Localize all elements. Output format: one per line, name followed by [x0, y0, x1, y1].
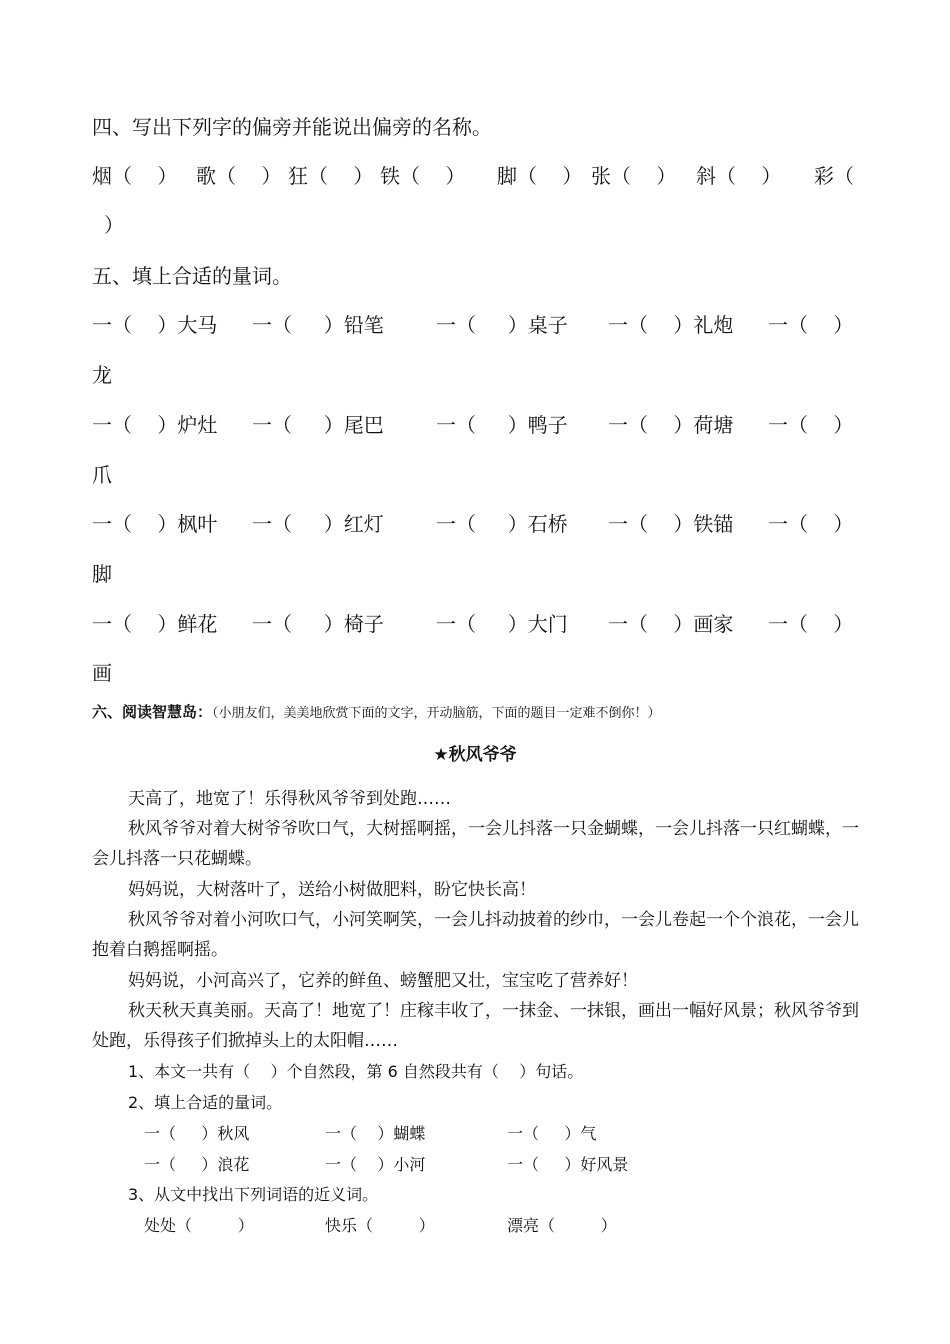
passage-paragraph: 秋风爷爷对着小河吹口气，小河笑啊笑，一会儿抖动披着的纱巾，一会儿卷起一个个浪花，一会儿抱着白鹅摇啊摇。: [92, 910, 859, 960]
passage-title: ★秋风爷爷: [433, 745, 517, 765]
question-1: 1、本文一共有（ ）个自然段，第 6 自然段共有（ ）句话。: [128, 1062, 584, 1081]
measure-item: 一（ ）铅笔: [252, 313, 384, 337]
q2-item: 一（ ）气: [507, 1124, 597, 1143]
section5-heading: 五、填上合适的量词。: [92, 264, 292, 288]
measure-item: 一（ ）铁锚: [608, 512, 734, 536]
q2-item: 一（ ）好风景: [507, 1155, 629, 1174]
measure-row-1-wrap: 龙: [92, 363, 112, 387]
measure-item: 一（ ）尾巴: [252, 413, 384, 437]
measure-item: 一（ ）荷塘: [608, 413, 734, 437]
radical-item: 铁（ ）: [380, 164, 466, 188]
q3-item: 快乐（ ）: [325, 1216, 435, 1235]
section6-note: （小朋友们，美美地欣赏下面的文字，开动脑筋，下面的题目一定难不倒你！）: [212, 706, 661, 721]
q2-item: 一（ ）小河: [325, 1155, 426, 1174]
section6-heading: 六、阅读智慧岛：: [92, 703, 213, 721]
measure-item: 一（ ）画家: [608, 612, 734, 636]
radical-item: 斜（ ）: [696, 164, 782, 188]
measure-item: 一（ ）: [768, 512, 854, 536]
measure-item: 一（ ）鲜花: [92, 612, 218, 636]
passage-paragraph: 秋风爷爷对着大树爷爷吹口气，大树摇啊摇，一会儿抖落一只金蝴蝶，一会儿抖落一只红蝴蝶，一会儿抖落一只花蝴蝶。: [92, 819, 859, 869]
measure-row-2-wrap: 爪: [92, 463, 112, 487]
q2-item: 一（ ）秋风: [144, 1124, 250, 1143]
measure-item: 一（ ）椅子: [252, 612, 384, 636]
measure-item: 一（ ）红灯: [252, 512, 384, 536]
passage-paragraph: 秋天秋天真美丽。天高了！地宽了！庄稼丰收了，一抹金、一抹银，画出一幅好风景；秋风爷爷到处跑，乐得孩子们掀掉头上的太阳帽……: [92, 1001, 859, 1051]
measure-item: 一（ ）礼炮: [608, 313, 734, 337]
q3-item: 漂亮（ ）: [507, 1216, 617, 1235]
measure-row-3-wrap: 脚: [92, 562, 112, 586]
passage-paragraph: 妈妈说，小河高兴了，它养的鲜鱼、螃蟹肥又壮，宝宝吃了营养好！: [128, 971, 638, 991]
measure-item: 一（ ）炉灶: [92, 413, 218, 437]
radical-item: 脚（ ）: [497, 164, 583, 188]
section4-wrap: ）: [104, 213, 124, 237]
measure-item: 一（ ）桌子: [436, 313, 568, 337]
radical-item: 彩（: [814, 164, 854, 188]
measure-item: 一（ ）鸭子: [436, 413, 568, 437]
measure-item: 一（ ）: [768, 313, 854, 337]
radical-item: 张（ ）: [591, 164, 677, 188]
radical-item: 狂（ ）: [288, 164, 374, 188]
radical-item: 烟（ ）: [92, 164, 178, 188]
q2-item: 一（ ）浪花: [144, 1155, 250, 1174]
passage-paragraph: 妈妈说，大树落叶了，送给小树做肥料，盼它快长高！: [128, 880, 536, 900]
radical-item: 歌（ ）: [196, 164, 282, 188]
measure-item: 一（ ）枫叶: [92, 512, 218, 536]
q3-item: 处处（ ）: [144, 1216, 254, 1235]
measure-item: 一（ ）大马: [92, 313, 218, 337]
section4-heading: 四、写出下列字的偏旁并能说出偏旁的名称。: [92, 115, 492, 139]
passage-paragraph: 天高了，地宽了！乐得秋风爷爷到处跑……: [128, 789, 451, 809]
q2-item: 一（ ）蝴蝶: [325, 1124, 426, 1143]
measure-row-4-wrap: 画: [92, 661, 112, 685]
section6-heading-line: [92, 701, 661, 725]
measure-item: 一（ ）: [768, 612, 854, 636]
question-2-label: 2、填上合适的量词。: [128, 1093, 283, 1112]
question-3-label: 3、从文中找出下列词语的近义词。: [128, 1185, 379, 1204]
measure-item: 一（ ）: [768, 413, 854, 437]
measure-item: 一（ ）石桥: [436, 512, 568, 536]
measure-item: 一（ ）大门: [436, 612, 568, 636]
